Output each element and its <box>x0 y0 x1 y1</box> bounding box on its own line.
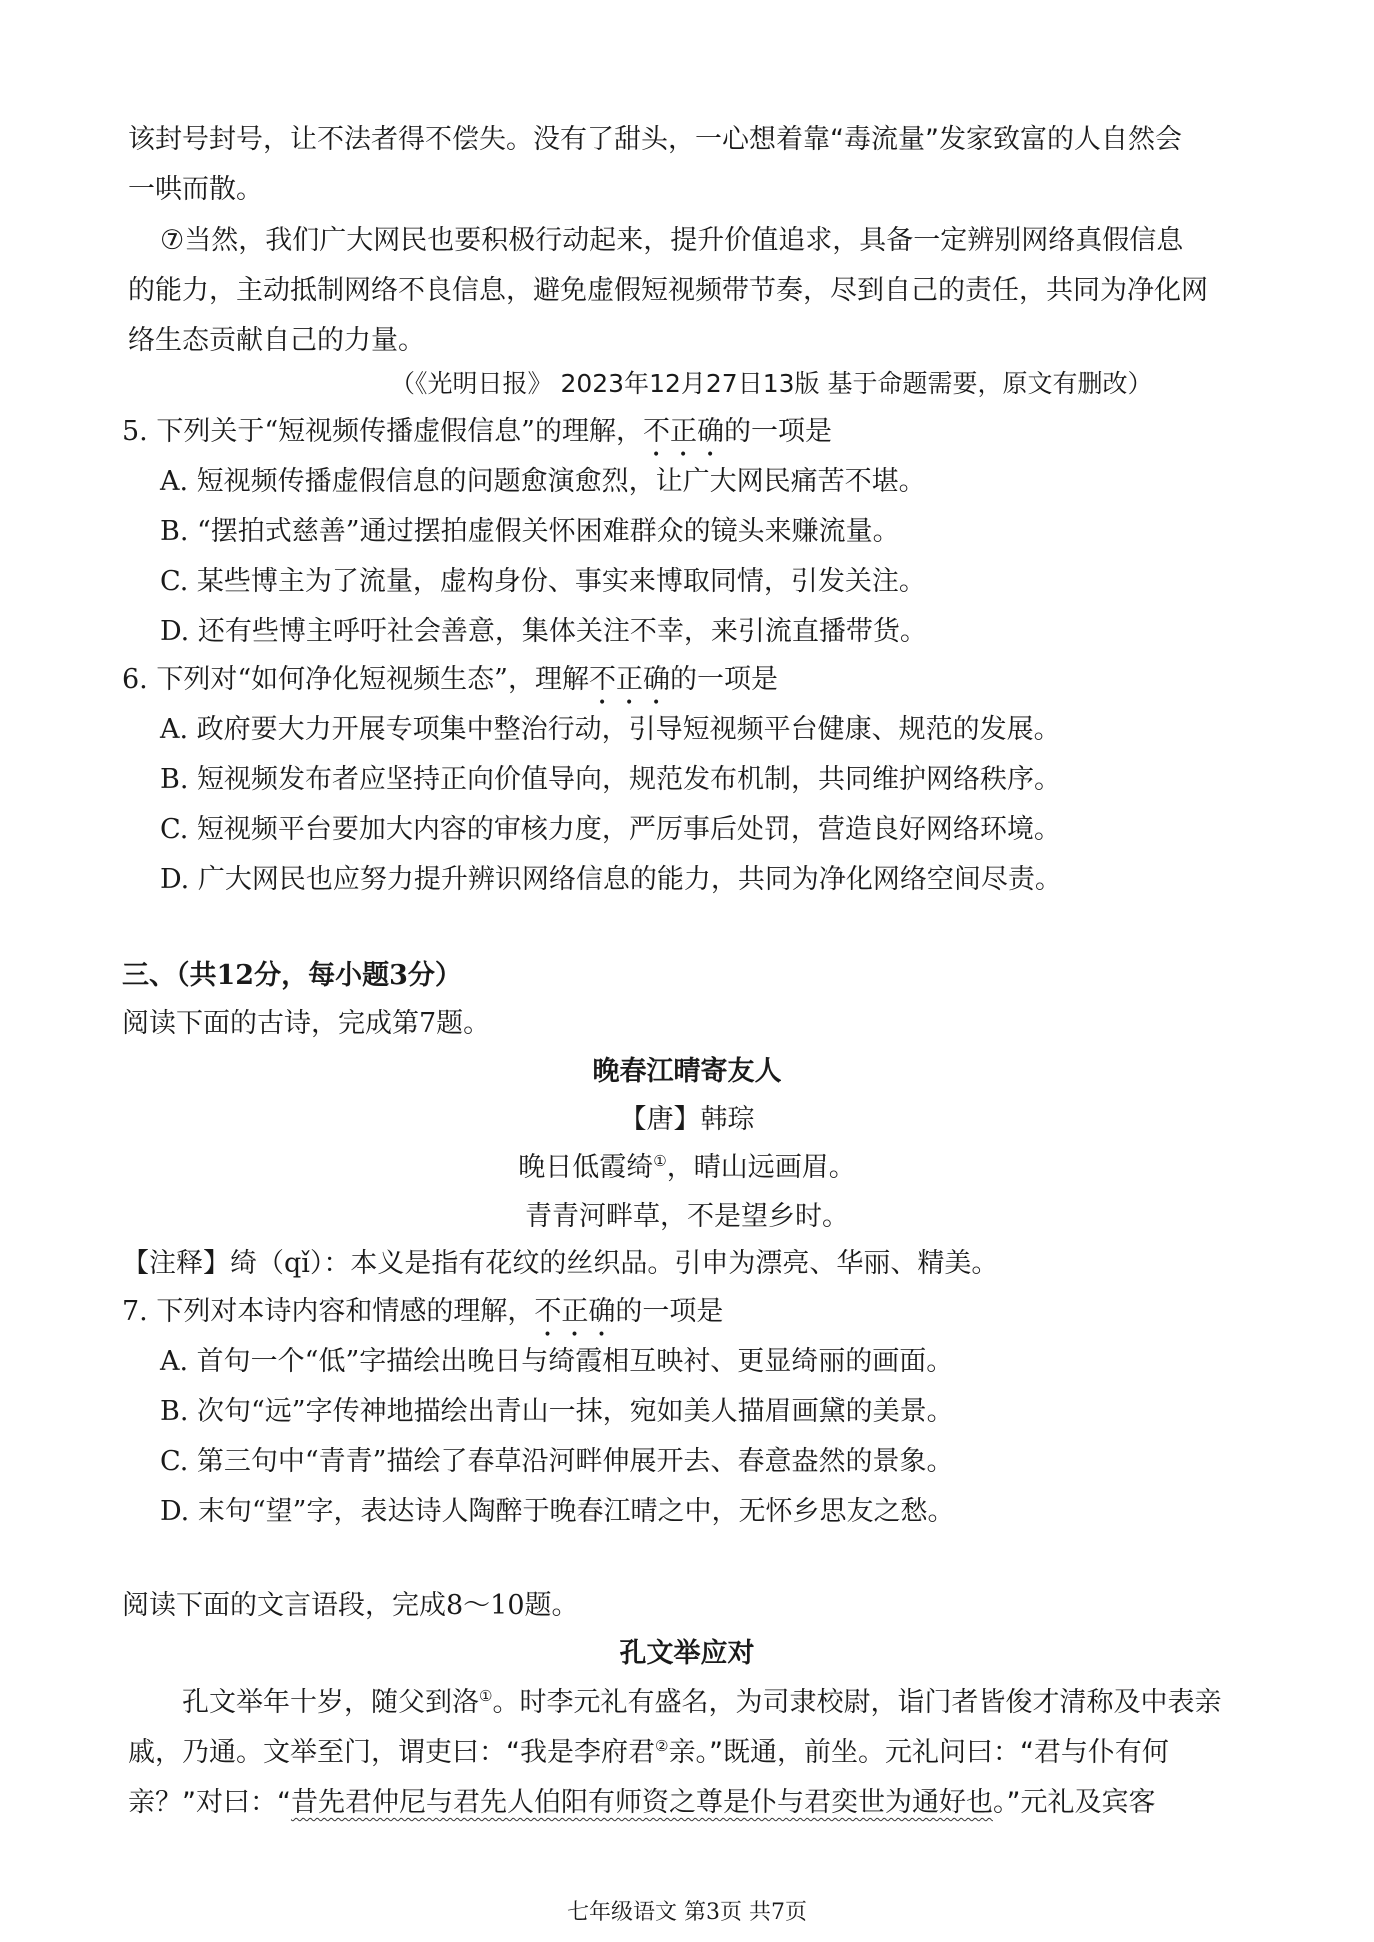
wavy-underlined-sentence: 昔先君仲尼与君先人伯阳有师资之尊是仆与君奕世为通好也 <box>290 1787 993 1818</box>
section-3-instruction: 阅读下面的古诗，完成第7题。 <box>122 1008 491 1039</box>
question-5-option-b: B. “摆拍式慈善”通过摆拍虚假关怀困难群众的镜头来赚流量。 <box>160 516 900 547</box>
classical-line-3: 亲？”对曰：“昔先君仲尼与君先人伯阳有师资之尊是仆与君奕世为通好也。”元礼及宾客 <box>128 1787 1156 1818</box>
poem-line-2: 青青河畔草，不是望乡时。 <box>525 1201 849 1232</box>
question-6-option-c: C. 短视频平台要加大内容的审核力度，严厉事后处罚，营造良好网络环境。 <box>160 814 1061 845</box>
passage-line: 一哄而散。 <box>128 174 263 205</box>
poem-author: 【唐】韩琮 <box>619 1104 755 1135</box>
question-6-option-a: A. 政府要大力开展专项集中整治行动，引导短视频平台健康、规范的发展。 <box>160 714 1061 745</box>
question-7-option-b: B. 次句“远”字传神地描绘出青山一抹，宛如美人描眉画黛的美景。 <box>160 1396 954 1427</box>
question-5-stem: 5. 下列关于“短视频传播虚假信息”的理解，不正确的一项是 <box>122 416 832 447</box>
page-footer: 七年级语文 第3页 共7页 <box>567 1900 807 1925</box>
emphasis-not-correct: 不正确 <box>534 1296 616 1327</box>
passage-paragraph-7: ⑦当然，我们广大网民也要积极行动起来，提升价值追求，具备一定辨别网络真假信息 <box>160 225 1184 256</box>
poem-line-1: 晚日低霞绮①，晴山远画眉。 <box>518 1152 856 1183</box>
passage-line: 络生态贡献自己的力量。 <box>128 325 425 356</box>
question-6-stem: 6. 下列对“如何净化短视频生态”，理解不正确的一项是 <box>122 664 778 695</box>
emphasis-not-correct: 不正确 <box>642 416 724 447</box>
question-6-option-b: B. 短视频发布者应坚持正向价值导向，规范发布机制，共同维护网络秩序。 <box>160 764 1062 795</box>
question-5-option-d: D. 还有些博主呼吁社会善意，集体关注不幸，来引流直播带货。 <box>160 616 927 647</box>
classical-instruction: 阅读下面的文言语段，完成8～10题。 <box>122 1590 579 1621</box>
emphasis-not-correct: 不正确 <box>588 664 670 695</box>
footnote-marker: ① <box>653 1152 667 1170</box>
poem-title: 晚春江晴寄友人 <box>592 1056 782 1087</box>
classical-line-1: 孔文举年十岁，随父到洛①。时李元礼有盛名，为司隶校尉，诣门者皆俊才清称及中表亲 <box>182 1687 1222 1718</box>
passage-line: 该封号封号，让不法者得不偿失。没有了甜头，一心想着靠“毒流量”发家致富的人自然会 <box>128 124 1182 155</box>
classical-title: 孔文举应对 <box>619 1638 755 1669</box>
question-5-option-a: A. 短视频传播虚假信息的问题愈演愈烈，让广大网民痛苦不堪。 <box>160 466 926 497</box>
footnote-marker: ① <box>479 1687 493 1705</box>
classical-line-2: 戚，乃通。文举至门，谓吏曰：“我是李府君②亲。”既通，前坐。元礼问曰：“君与仆有何 <box>128 1737 1169 1768</box>
question-7-option-a: A. 首句一个“低”字描绘出晚日与绮霞相互映衬、更显绮丽的画面。 <box>160 1346 954 1377</box>
question-7-option-d: D. 末句“望”字，表达诗人陶醉于晚春江晴之中，无怀乡思友之愁。 <box>160 1496 955 1527</box>
question-6-option-d: D. 广大网民也应努力提升辨识网络信息的能力，共同为净化网络空间尽责。 <box>160 864 1062 895</box>
question-7-option-c: C. 第三句中“青青”描绘了春草沿河畔伸展开去、春意盎然的景象。 <box>160 1446 954 1477</box>
source-citation: （《光明日报》 2023年12月27日13版 基于命题需要，原文有删改） <box>390 369 1153 398</box>
question-5-option-c: C. 某些博主为了流量，虚构身份、事实来博取同情，引发关注。 <box>160 566 926 597</box>
question-7-stem: 7. 下列对本诗内容和情感的理解，不正确的一项是 <box>122 1296 724 1327</box>
section-3-heading: 三、（共12分，每小题3分） <box>122 960 462 991</box>
poem-annotation: 【注释】绮（qǐ）：本义是指有花纹的丝织品。引申为漂亮、华丽、精美。 <box>122 1248 999 1279</box>
footnote-marker: ② <box>655 1737 669 1755</box>
passage-line: 的能力，主动抵制网络不良信息，避免虚假短视频带节奏，尽到自己的责任，共同为净化网 <box>128 275 1208 306</box>
